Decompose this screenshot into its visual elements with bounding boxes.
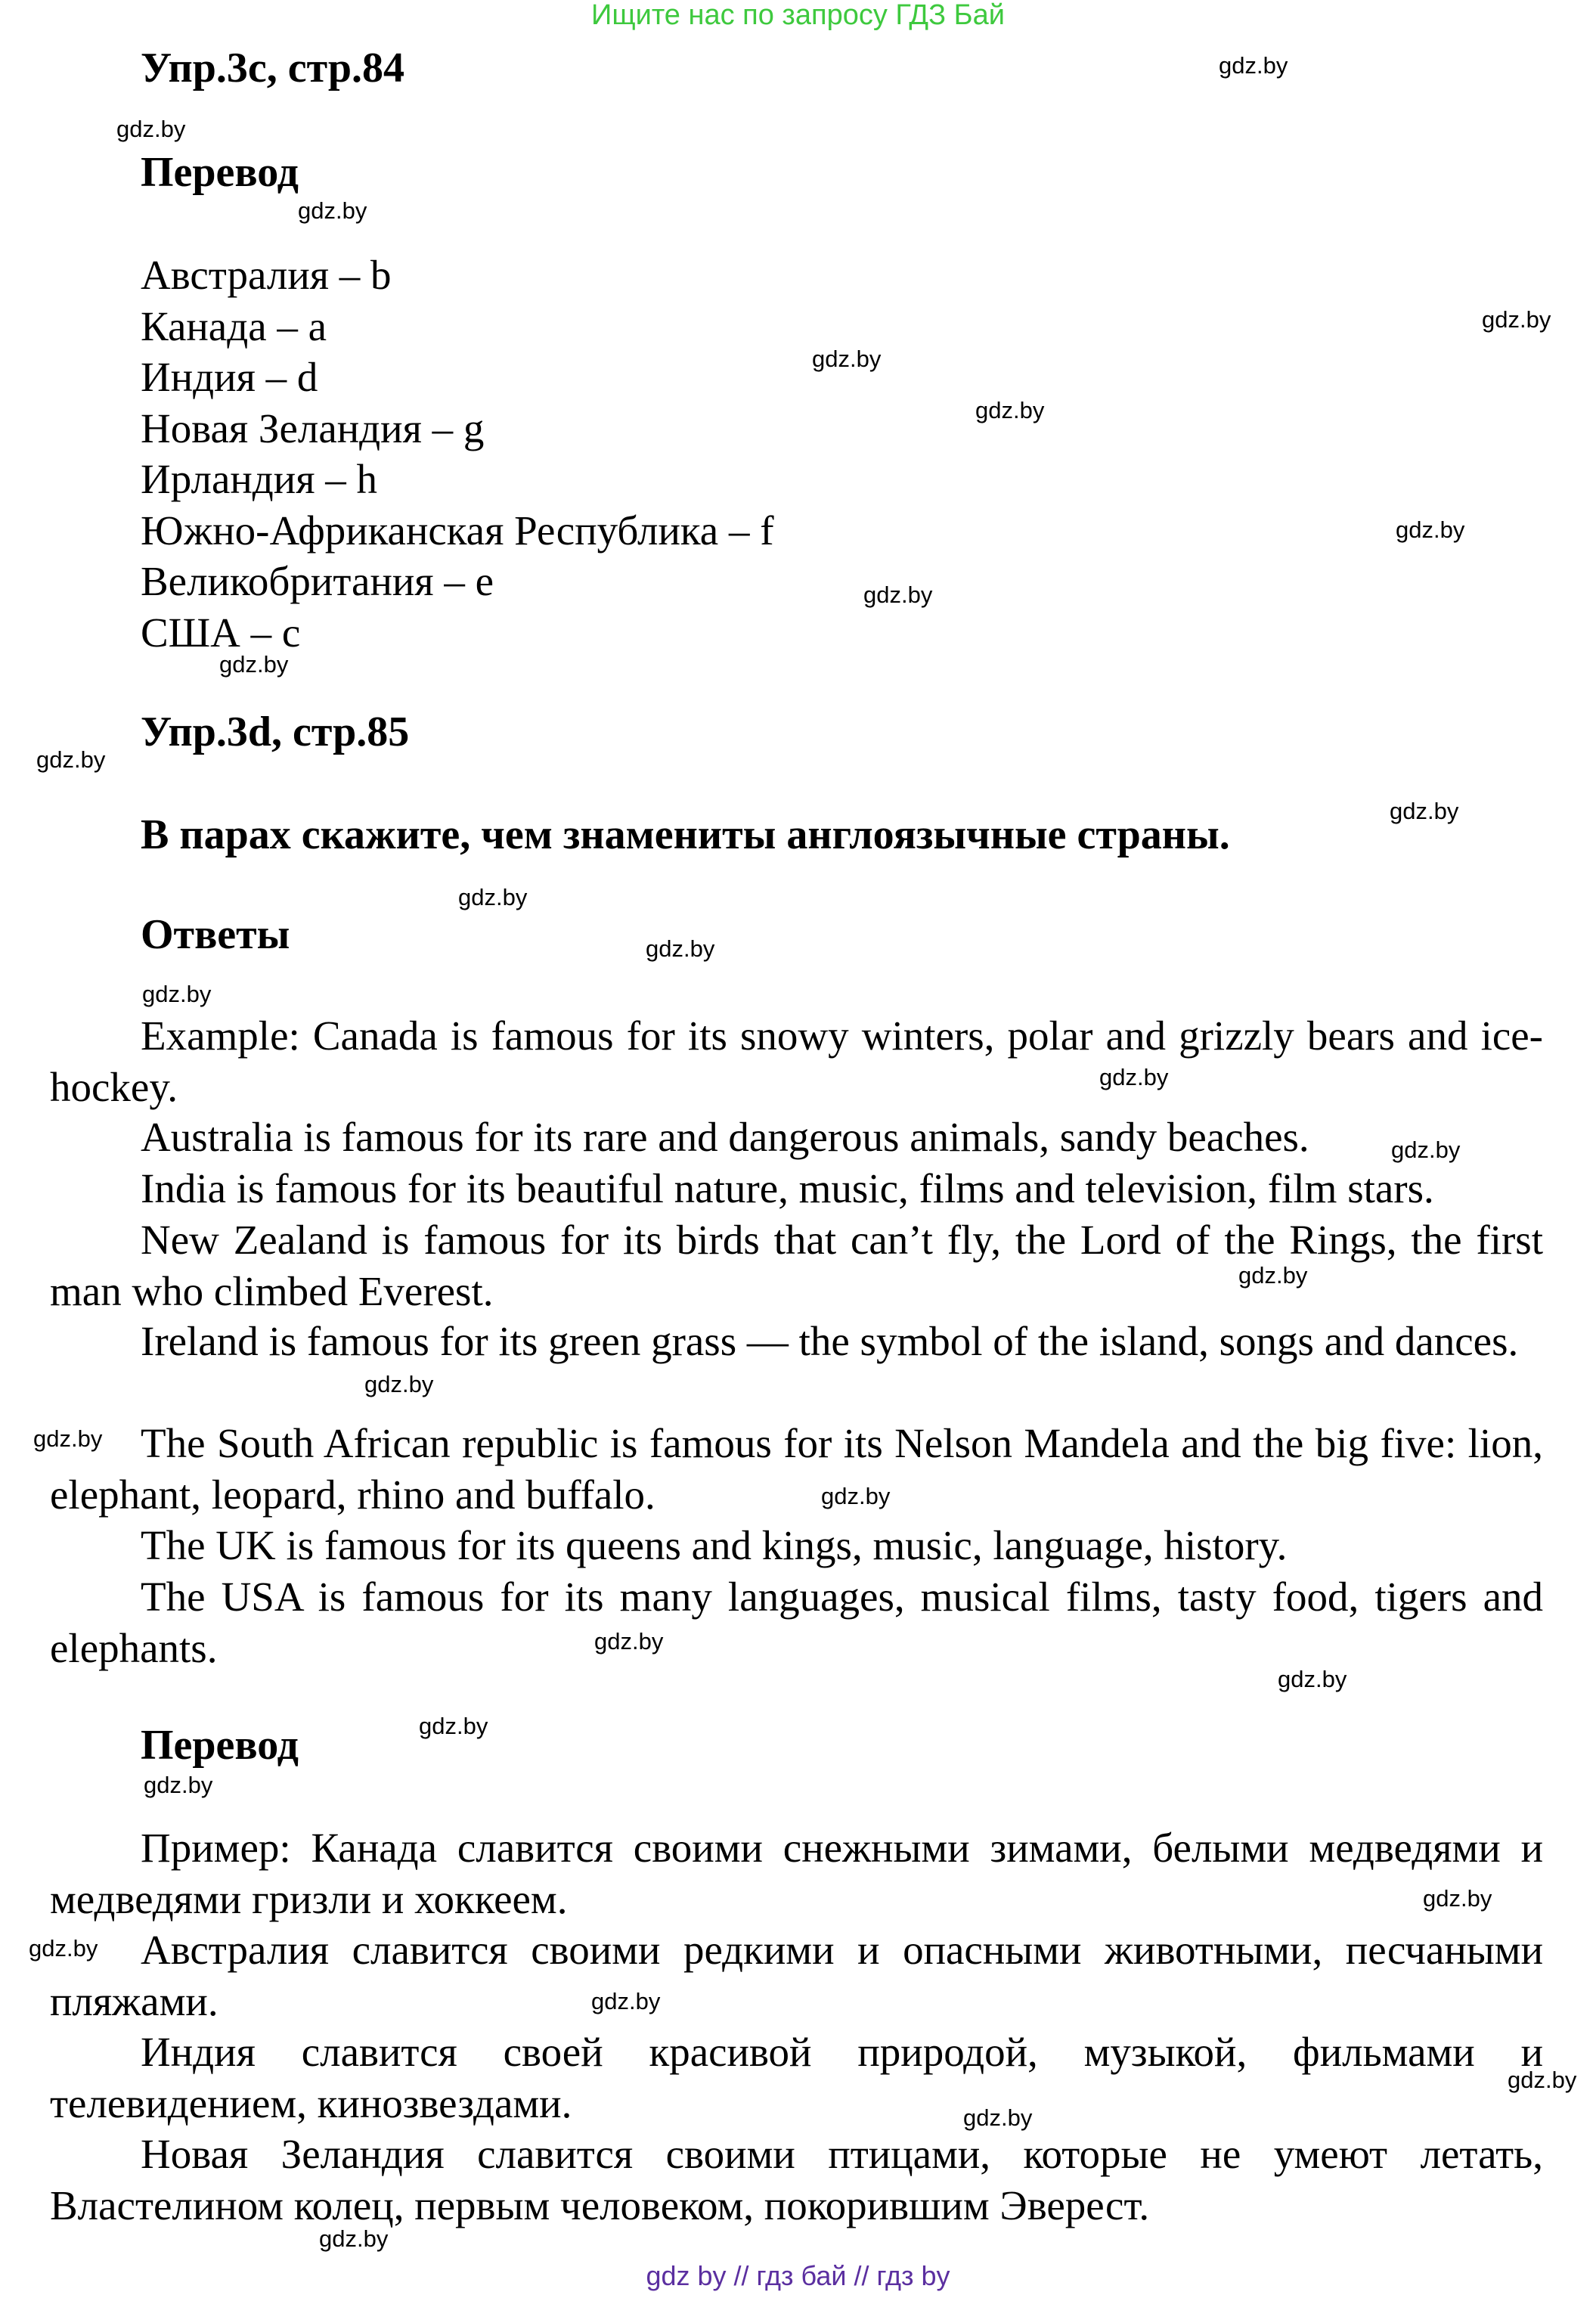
- watermark: gdz.by: [29, 1935, 98, 1962]
- watermark: gdz.by: [144, 1772, 213, 1798]
- answer-paragraph: Example: Canada is famous for its snowy winters, polar and grizzly bears and ice-hockey.: [50, 1013, 1543, 1110]
- answer-line-india: Индия – d: [141, 354, 318, 400]
- top-banner: Ищите нас по запросу ГДЗ Бай: [591, 0, 1005, 31]
- footer-links: gdz by // гдз бай // гдз by: [646, 2260, 950, 2291]
- exercise-3c-translation-heading: Перевод: [141, 149, 299, 196]
- answer-paragraph: New Zealand is famous for its birds that can’t fly, the Lord of the Rings, the first man who climbed Everest.: [50, 1217, 1543, 1314]
- answer-line-ireland: Ирландия – h: [141, 456, 378, 502]
- watermark: gdz.by: [1219, 52, 1288, 79]
- watermark: gdz.by: [1238, 1262, 1308, 1289]
- watermark: gdz.by: [1423, 1885, 1492, 1912]
- answer-line-south-africa: Южно-Африканская Республика – f: [141, 507, 774, 554]
- answer-line-uk: Великобритания – e: [141, 558, 494, 604]
- watermark: gdz.by: [319, 2225, 389, 2252]
- exercise-3d-title: Упр.3d, стр.85: [141, 709, 410, 755]
- watermark: gdz.by: [1390, 798, 1459, 824]
- exercise-3d-task: В парах скажите, чем знамениты англоязычные страны.: [141, 811, 1230, 858]
- watermark: gdz.by: [591, 1988, 661, 2014]
- answer-paragraph: Ireland is famous for its green grass — the symbol of the island, songs and dances.: [141, 1318, 1519, 1364]
- watermark: gdz.by: [1508, 2067, 1577, 2093]
- watermark: gdz.by: [1396, 516, 1465, 543]
- watermark: gdz.by: [364, 1371, 434, 1397]
- answer-paragraph: The UK is famous for its queens and kings, music, language, history.: [141, 1522, 1288, 1568]
- watermark: gdz.by: [812, 346, 882, 372]
- watermark: gdz.by: [975, 397, 1045, 423]
- watermark: gdz.by: [594, 1628, 664, 1654]
- answer-line-new-zealand: Новая Зеландия – g: [141, 405, 485, 451]
- watermark: gdz.by: [963, 2104, 1033, 2131]
- watermark: gdz.by: [1278, 1666, 1347, 1692]
- watermark: gdz.by: [1482, 306, 1551, 333]
- translation-paragraph: Пример: Канада славится своими снежными зимами, белыми медведями и медведями гризли и хоккеем.: [50, 1825, 1543, 1922]
- watermark: gdz.by: [33, 1425, 103, 1452]
- watermark: gdz.by: [1391, 1137, 1461, 1163]
- answer-paragraph: The South African republic is famous for its Nelson Mandela and the big five: lion, elephant, leopard, rhino and buffalo.: [50, 1420, 1543, 1518]
- watermark: gdz.by: [821, 1483, 891, 1509]
- watermark: gdz.by: [1099, 1064, 1169, 1090]
- exercise-3d-answers-heading: Ответы: [141, 911, 290, 958]
- watermark: gdz.by: [419, 1713, 488, 1739]
- watermark: gdz.by: [863, 581, 933, 608]
- watermark: gdz.by: [298, 197, 367, 224]
- watermark: gdz.by: [458, 884, 528, 910]
- watermark: gdz.by: [36, 746, 106, 773]
- translation-paragraph: Австралия славится своими редкими и опасными животными, песчаными пляжами.: [50, 1927, 1543, 2024]
- answer-line-australia: Австралия – b: [141, 252, 392, 298]
- translation-paragraph: Новая Зеландия славится своими птицами, которые не умеют летать, Властелином колец, первым человеком, покорившим Эверест.: [50, 2131, 1543, 2228]
- answer-paragraph: India is famous for its beautiful nature, music, films and television, film stars.: [141, 1165, 1434, 1211]
- watermark: gdz.by: [219, 651, 289, 678]
- watermark: gdz.by: [116, 116, 186, 142]
- watermark: gdz.by: [646, 935, 715, 962]
- answer-line-usa: США – c: [141, 609, 301, 656]
- answer-paragraph: The USA is famous for its many languages, musical films, tasty food, tigers and elephants.: [50, 1574, 1543, 1671]
- answer-paragraph: Australia is famous for its rare and dangerous animals, sandy beaches.: [141, 1114, 1309, 1160]
- watermark: gdz.by: [142, 981, 212, 1007]
- translation-paragraph: Индия славится своей красивой природой, музыкой, фильмами и телевидением, кинозвездами.: [50, 2029, 1543, 2126]
- exercise-3c-title: Упр.3c, стр.84: [141, 45, 404, 91]
- answer-line-canada: Канада – a: [141, 303, 327, 349]
- exercise-3d-translation-heading: Перевод: [141, 1722, 299, 1769]
